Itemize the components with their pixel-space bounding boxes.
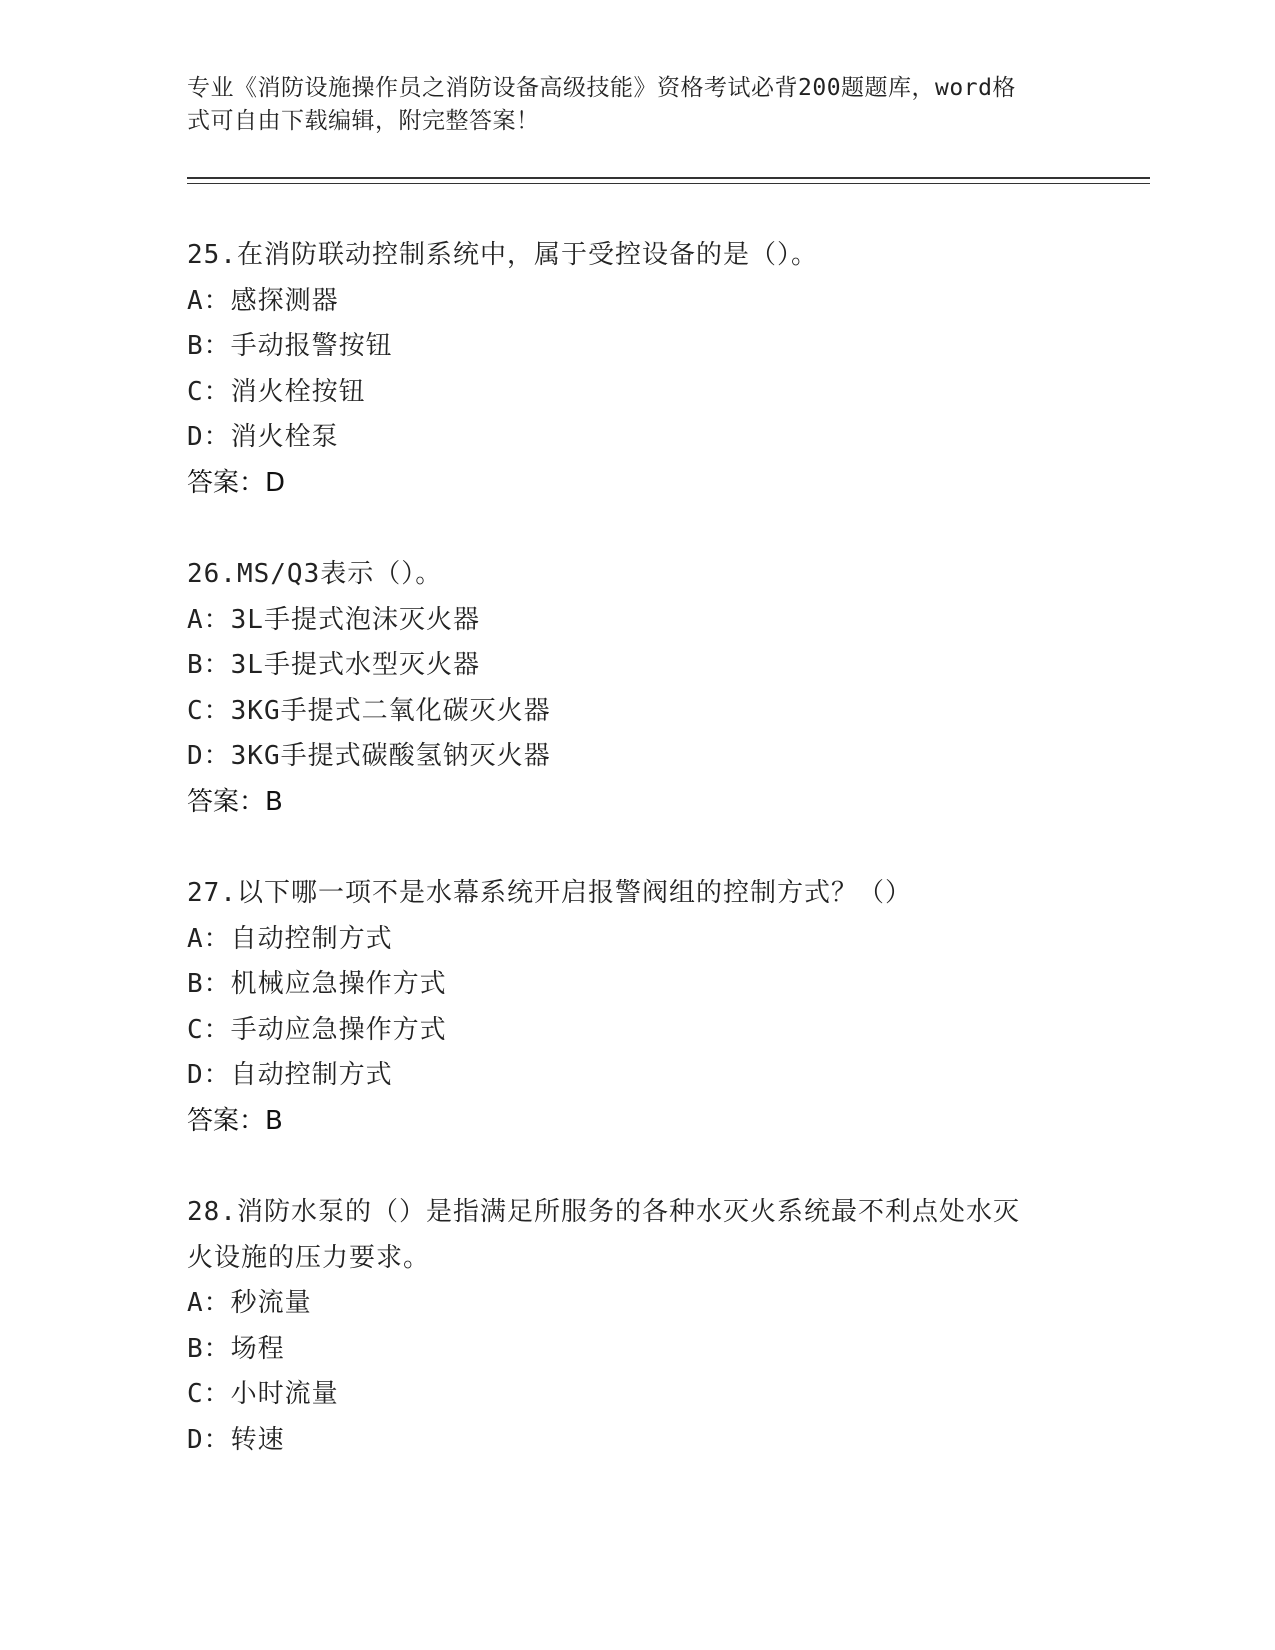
option-b: B：3L手提式水型灭火器 bbox=[187, 650, 480, 680]
header-line-2: 式可自由下载编辑，附完整答案！ bbox=[187, 108, 540, 134]
document-header bbox=[187, 72, 1067, 138]
answer: 答案：D bbox=[187, 467, 286, 498]
option-a: A：自动控制方式 bbox=[187, 923, 393, 954]
option-c: C：手动应急操作方式 bbox=[187, 1014, 447, 1045]
header-rule-thick bbox=[187, 177, 1150, 179]
option-a: A：感探测器 bbox=[187, 285, 339, 316]
question-26 bbox=[187, 552, 1087, 825]
option-b: B：场程 bbox=[187, 1333, 285, 1364]
option-b: B：手动报警按钮 bbox=[187, 331, 393, 361]
question-stem-line-2: 火设施的压力要求。 bbox=[187, 1242, 431, 1273]
option-b: B：机械应急操作方式 bbox=[187, 969, 447, 999]
option-d: D：消火栓泵 bbox=[187, 422, 339, 452]
question-27 bbox=[187, 871, 1087, 1144]
question-stem-line-1: 28.消防水泵的（）是指满足所服务的各种水灭火系统最不利点处水灭 bbox=[187, 1197, 1020, 1227]
option-c: C：消火栓按钮 bbox=[187, 376, 366, 407]
answer: 答案：B bbox=[187, 1105, 283, 1136]
option-c: C：小时流量 bbox=[187, 1379, 339, 1409]
option-c: C：3KG手提式二氧化碳灭火器 bbox=[187, 695, 551, 726]
question-28 bbox=[187, 1190, 1087, 1463]
header-line-1: 专业《消防设施操作员之消防设备高级技能》资格考试必背200题题库，word格 bbox=[187, 75, 1016, 101]
question-25 bbox=[187, 233, 1087, 506]
option-d: D：自动控制方式 bbox=[187, 1060, 393, 1090]
header-rule-thin bbox=[187, 183, 1150, 184]
answer: 答案：B bbox=[187, 786, 283, 817]
option-d: D：3KG手提式碳酸氢钠灭火器 bbox=[187, 741, 551, 771]
option-a: A：3L手提式泡沫灭火器 bbox=[187, 604, 480, 635]
option-d: D：转速 bbox=[187, 1424, 285, 1455]
question-stem: 26.MS/Q3表示（）。 bbox=[187, 559, 443, 589]
option-a: A：秒流量 bbox=[187, 1288, 312, 1318]
question-stem: 25.在消防联动控制系统中，属于受控设备的是（）。 bbox=[187, 240, 818, 270]
question-stem: 27.以下哪一项不是水幕系统开启报警阀组的控制方式？（） bbox=[187, 878, 912, 908]
